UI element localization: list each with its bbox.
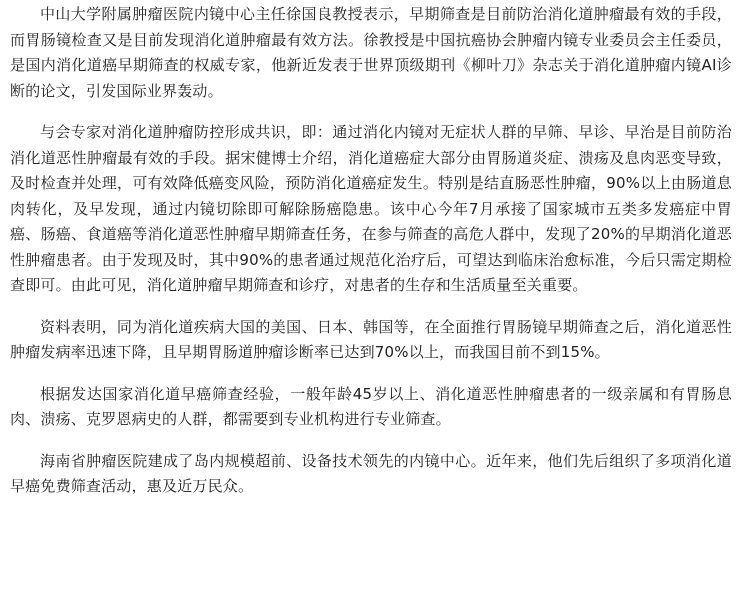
paragraph-2: 与会专家对消化道肿瘤防控形成共识，即：通过消化内镜对无症状人群的早筛、早诊、早治是目前防治消化道恶性肿瘤最有效的手段。据宋健博士介绍，消化道癌症大部分由胃肠道炎症、溃疡及息肉恶变导致，及时检查并处理，可有效降低癌变风险，预防消化道癌症发生。特别是结直肠恶性肿瘤，90%以上由肠道息肉转化，及早发现，通过内镜切除即可解除肠癌隐患。该中心今年7月承接了国家城市五类多发癌症中胃癌、肠癌、食道癌等消化道恶性肿瘤早期筛查任务，在参与筛查的高危人群中，发现了20%的早期消化道恶性肿瘤患者。由于发现及时，其中90%的患者通过规范化治疗后，可望达到临床治愈标准，今后只需定期检查即可。由此可见，消化道肿瘤早期筛查和诊疗，对患者的生存和生活质量至关重要。 [10,123,732,294]
paragraph-1: 中山大学附属肿瘤医院内镜中心主任徐国良教授表示，早期筛查是目前防治消化道肿瘤最有效的手段，而胃肠镜检查又是目前发现消化道肿瘤最有效方法。徐教授是中国抗癌协会肿瘤内镜专业委员会主任委员，是国内消化道癌早期筛查的权威专家，他新近发表于世界顶级期刊《柳叶刀》杂志关于消化道肿瘤内镜AI诊断的论文，引发国际业界轰动。 [10,5,732,100]
paragraph-3: 资料表明，同为消化道疾病大国的美国、日本、韩国等，在全面推行胃肠镜早期筛查之后，消化道恶性肿瘤发病率迅速下降，且早期胃肠道肿瘤诊断率已达到70%以上，而我国目前不到15%。 [10,317,732,361]
paragraph-5: 海南省肿瘤医院建成了岛内规模超前、设备技术领先的内镜中心。近年来，他们先后组织了多项消化道早癌免费筛查活动，惠及近万民众。 [10,451,732,495]
paragraph-4: 根据发达国家消化道早癌筛查经验，一般年龄45岁以上、消化道恶性肿瘤患者的一级亲属和有胃肠息肉、溃疡、克罗恩病史的人群，都需要到专业机构进行专业筛查。 [10,384,732,428]
